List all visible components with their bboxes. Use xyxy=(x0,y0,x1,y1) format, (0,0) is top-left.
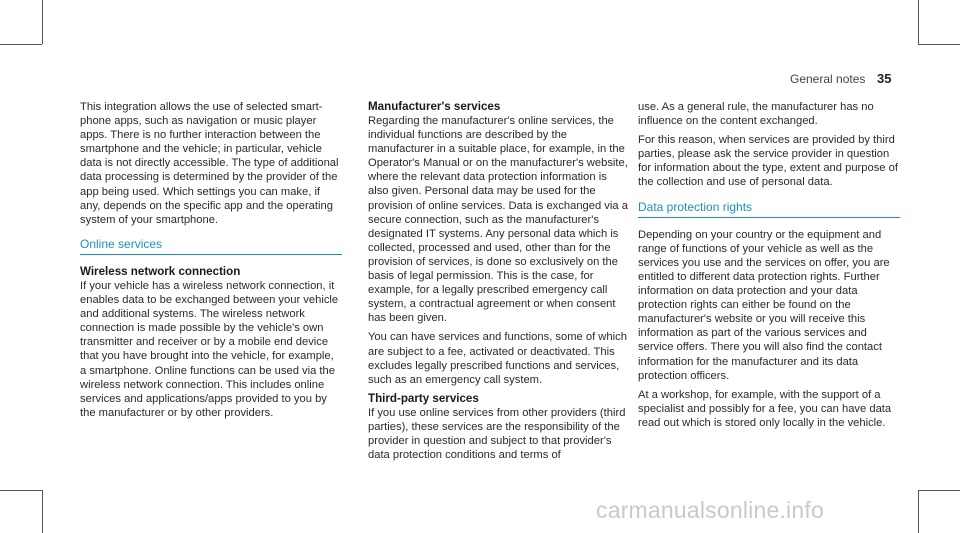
column-middle xyxy=(368,100,630,467)
page-number: 35 xyxy=(877,71,892,86)
crop-mark xyxy=(918,490,960,491)
continued-paragraph: use. As a general rule, the manufacturer has no influence on the content exchanged. xyxy=(638,101,874,128)
running-header: General notes xyxy=(790,72,866,86)
section-heading-data-protection-rights: Data protection rights xyxy=(638,200,900,218)
crop-mark xyxy=(0,44,42,45)
wireless-paragraph: If your vehicle has a wireless network connection, it enables data to be exchanged between your vehicle and additional systems. The wireless network connection is made possible by the vehicle's own transmitter and receiver or by a mobile end device that you have brought into the vehicle, for example, a smartphone. Online functions can be used via the wireless network connection. This includes online services and applications/apps provided to you by the manufacturer or by other providers. xyxy=(80,279,339,419)
intro-paragraph: This integration allows the use of selected smart-phone apps, such as navigation or music player apps. There is no further interaction between the smartphone and the vehicle; in particular, vehicle data is not directly accessible. The type of additional data processing is determined by the provider of the app being used. Which settings you can make, if any, depends on the specific app and the operating system of your smartphone. xyxy=(80,101,339,226)
crop-mark xyxy=(918,44,960,45)
column-right xyxy=(638,100,900,435)
crop-mark xyxy=(42,0,43,44)
manufacturer-paragraph-2: You can have services and functions, some of which are subject to a fee, activated or deactivated. This excludes legally prescribed functions and services, such as an emergency call system. xyxy=(368,331,627,386)
manufacturer-paragraph-1: Regarding the manufacturer's online services, the individual functions are described by the manufacturer in a suitable place, for example, in the Operator's Manual or on the manufacturer's website, where the relevant data protection information is also given. Personal data may be used for the provision of online services. Data is exchanged via a secure connection, such as the manufacturer's designated IT systems. Any personal data which is collected, processed and used, other than for the provision of services, is done so exclusively on the basis of legal permission. This is the case, for example, for a legally prescribed emergency call system, a contractual agreement or when consent has been given. xyxy=(368,115,628,325)
subheading-third-party: Third-party services xyxy=(368,391,479,405)
column-left xyxy=(80,100,342,425)
section-heading-online-services: Online services xyxy=(80,237,342,255)
subheading-manufacturer-services: Manufacturer's services xyxy=(368,100,501,113)
crop-mark xyxy=(918,0,919,44)
third-party-reason-paragraph: For this reason, when services are provided by third parties, please ask the service provider in question for information about the type, extent and purpose of the collection and use of personal data. xyxy=(638,134,898,189)
crop-mark xyxy=(0,490,42,491)
watermark-text: carmanualsonline.info xyxy=(596,497,824,523)
rights-paragraph-2: At a workshop, for example, with the support of a specialist and possibly for a fee, you can have data read out which is stored only locally in the vehicle. xyxy=(638,388,892,429)
subheading-wireless: Wireless network connection xyxy=(80,264,241,278)
rights-paragraph-1: Depending on your country or the equipment and range of functions of your vehicle as well as the services you use and the services on offer, you are entitled to different data protection rights. Further information on data protection and your data protection rights can either be found on the manufacturer's website or you will receive this information as part of the various services and service offers. There you will also find the contact information for the manufacturer and its data protection officers. xyxy=(638,228,890,382)
crop-mark xyxy=(918,490,919,533)
crop-mark xyxy=(42,490,43,533)
third-party-paragraph: If you use online services from other providers (third parties), these services are the responsibility of the provider in question and subject to that provider's data protection conditions and terms of xyxy=(368,406,626,462)
